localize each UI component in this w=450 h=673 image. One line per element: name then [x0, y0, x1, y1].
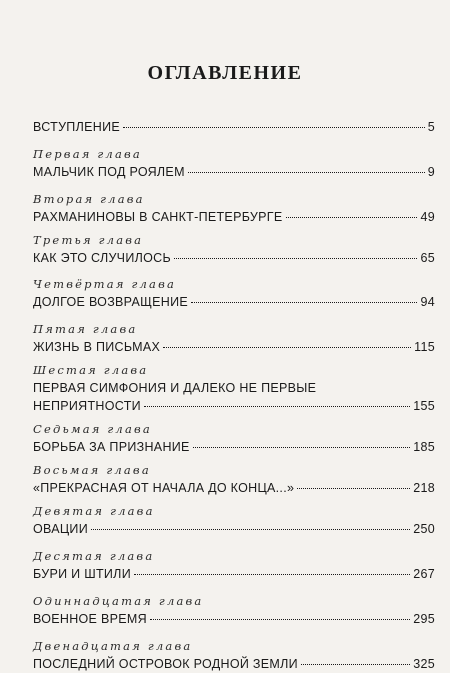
dot-leader [123, 127, 425, 128]
toc-line [33, 338, 435, 356]
toc-page-number: 218 [413, 481, 435, 495]
toc-entry-chapter-11 [33, 592, 435, 628]
toc-line [33, 397, 435, 415]
dot-leader [297, 488, 410, 489]
page-title: ОГЛАВЛЕНИЕ [147, 62, 303, 84]
toc-title: ПОСЛЕДНИЙ ОСТРОВОК РОДНОЙ ЗЕМЛИ [33, 657, 298, 671]
toc-title: БУРИ И ШТИЛИ [33, 567, 131, 581]
toc-line [33, 438, 435, 456]
toc-entry-chapter-7 [33, 420, 435, 456]
toc-title: «ПРЕКРАСНАЯ ОТ НАЧАЛА ДО КОНЦА...» [33, 481, 295, 495]
dot-leader [91, 529, 410, 530]
toc-line [33, 118, 435, 136]
toc-entry-chapter-3 [33, 231, 435, 267]
chapter-label: Третья глава [33, 233, 144, 247]
toc-title-line-1: ПЕРВАЯ СИМФОНИЯ И ДАЛЕКО НЕ ПЕРВЫЕ [33, 381, 317, 395]
toc-line [33, 610, 435, 628]
toc-page-number: 9 [427, 165, 435, 179]
toc-entry-chapter-9 [33, 502, 435, 538]
toc-page-number: 65 [420, 251, 435, 265]
chapter-label: Двенадцатая глава [33, 639, 193, 653]
toc-entry-chapter-5 [33, 320, 435, 356]
toc-title: ВСТУПЛЕНИЕ [33, 120, 120, 134]
toc-title: МАЛЬЧИК ПОД РОЯЛЕМ [33, 165, 185, 179]
toc-page-number: 5 [427, 120, 435, 134]
chapter-label: Десятая глава [33, 549, 155, 563]
toc-entry-chapter-6 [33, 361, 435, 415]
toc-line [33, 479, 435, 497]
dot-leader [163, 347, 411, 348]
toc-line [33, 163, 435, 181]
toc-entry-chapter-2 [33, 190, 435, 226]
chapter-label: Девятая глава [33, 504, 155, 518]
toc-page-number: 115 [414, 340, 435, 354]
toc-page-number: 267 [413, 567, 435, 581]
toc-entry-intro [33, 118, 435, 136]
toc-entry-chapter-1 [33, 145, 435, 181]
chapter-label: Первая глава [33, 147, 142, 161]
toc-entry-chapter-12 [33, 637, 435, 673]
toc-title: НЕПРИЯТНОСТИ [33, 399, 141, 413]
toc-title: БОРЬБА ЗА ПРИЗНАНИЕ [33, 440, 190, 454]
toc-page-number: 325 [413, 657, 435, 671]
toc-page-number: 49 [420, 210, 435, 224]
chapter-label: Седьмая глава [33, 422, 152, 436]
toc-title: ВОЕННОЕ ВРЕМЯ [33, 612, 147, 626]
toc-page-number: 185 [413, 440, 435, 454]
dot-leader [150, 619, 410, 620]
chapter-label: Восьмая глава [33, 463, 151, 477]
toc-title: ОВАЦИИ [33, 522, 88, 536]
dot-leader [144, 406, 410, 407]
toc-page-number: 295 [413, 612, 435, 626]
dot-leader [188, 172, 425, 173]
toc-line [33, 565, 435, 583]
table-of-contents [33, 118, 435, 673]
toc-line [33, 520, 435, 538]
toc-entry-chapter-8 [33, 461, 435, 497]
chapter-label: Пятая глава [33, 322, 138, 336]
dot-leader [301, 664, 410, 665]
toc-title: ДОЛГОЕ ВОЗВРАЩЕНИЕ [33, 295, 189, 309]
chapter-label: Шестая глава [33, 363, 149, 377]
toc-page-number: 94 [420, 295, 435, 309]
toc-line [33, 293, 435, 311]
dot-leader [174, 258, 418, 259]
chapter-label: Одиннадцатая глава [33, 594, 204, 608]
dot-leader [191, 302, 417, 303]
toc-entry-chapter-4 [33, 275, 435, 311]
dot-leader [134, 574, 410, 575]
toc-entry-chapter-10 [33, 547, 435, 583]
toc-line [33, 655, 435, 673]
chapter-label: Вторая глава [33, 192, 145, 206]
toc-page-number: 155 [413, 399, 435, 413]
dot-leader [193, 447, 411, 448]
toc-title: ЖИЗНЬ В ПИСЬМАХ [33, 340, 161, 354]
toc-line [33, 249, 435, 267]
toc-title: КАК ЭТО СЛУЧИЛОСЬ [33, 251, 171, 265]
dot-leader [286, 217, 418, 218]
toc-line [33, 208, 435, 226]
toc-page-number: 250 [413, 522, 435, 536]
chapter-label: Четвёртая глава [33, 277, 177, 291]
toc-title: РАХМАНИНОВЫ В САНКТ-ПЕТЕРБУРГЕ [33, 210, 283, 224]
